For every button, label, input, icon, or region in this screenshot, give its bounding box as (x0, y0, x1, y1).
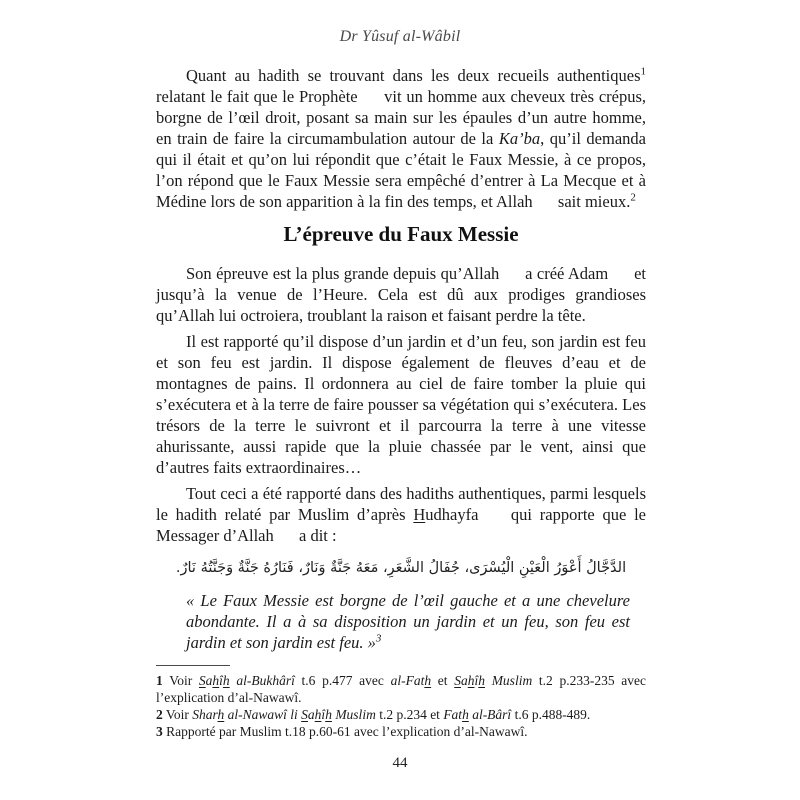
text-run: S (301, 707, 308, 722)
paragraph-jardin-feu (156, 331, 646, 478)
honorific-mark (537, 196, 554, 209)
text-run: h (424, 673, 432, 688)
text-run: 2 (156, 707, 163, 722)
text-run: al-Bârî (468, 707, 512, 722)
text-run: Son épreuve est la plus grande depuis qu’Allah (186, 264, 504, 283)
honorific-mark (362, 91, 379, 104)
footnote-2 (156, 706, 646, 723)
text-run: H (413, 505, 426, 524)
text-run: a dit : (294, 526, 337, 545)
text-run: , qu’il demanda qui il était et qu’on lui répondit que c’était le Faux Messie, à ce propos, l’on répond que le Faux Messie sera empêché d’entrer à La Mecque et à Médine lors de son apparition à la fin des temps, et Allah (156, 129, 646, 211)
text-run: Muslim (331, 707, 376, 722)
text-run: « Le Faux Messie est borgne de l’œil gauche et a une chevelure abondante. Il a à sa disposition un jardin et un feu, son feu est jardin et son jardin est feu. » (186, 591, 630, 652)
text-run: 1 (640, 65, 646, 78)
text-run: a créé Adam (520, 264, 613, 283)
text-run: Fat (443, 707, 463, 722)
text-run: h (478, 673, 485, 688)
text-run: t.6 p.488-489. (511, 707, 591, 722)
text-run: t.6 p.477 avec (294, 673, 391, 688)
footnote-divider (156, 665, 230, 666)
hadith-arabic-text: الدَّجَّالُ أَعْوَرُ الْعَيْنِ الْيُسْرَى، جُفَالُ الشَّعَرِ، مَعَهُ جَنَّةٌ وَنَارٌ، فَنَارُهُ جَنَّةٌ وَجَنَّتُهُ نَارٌ. (175, 560, 627, 576)
footnote-1 (156, 672, 646, 706)
text-run: Rapporté par Muslim t.18 p.60-61 avec l’explication d’al-Nawawî. (162, 724, 528, 739)
text-run: al-Bukhârî (229, 673, 295, 688)
hadith-translation-quote (186, 590, 630, 653)
text-run: S (454, 673, 461, 688)
paragraph-epreuve (156, 263, 646, 326)
paragraph-hadith-intro (156, 483, 646, 546)
text-run: h (325, 707, 332, 722)
text-run: 3 (156, 724, 163, 739)
text-run: al-Fat (390, 673, 425, 688)
text-run: h (212, 673, 220, 688)
section-heading: L’épreuve du Faux Messie (283, 222, 519, 246)
footnotes-section (156, 665, 646, 740)
text-run: h (217, 707, 225, 722)
page-content (156, 60, 646, 740)
text-run: î (219, 673, 223, 688)
text-run: 2 (630, 191, 636, 204)
intro-paragraph (156, 65, 646, 212)
text-run: et (431, 673, 455, 688)
running-header: Dr Yûsuf al-Wâbil (339, 28, 461, 45)
text-run: 1 (156, 673, 163, 688)
text-run: a (460, 673, 468, 688)
text-run: Voir (162, 707, 193, 722)
text-run: al-Nawawî li (224, 707, 302, 722)
text-run: sait mieux. (553, 192, 631, 211)
text-run: a (205, 673, 213, 688)
text-run: h (314, 707, 322, 722)
text-run: Ka’ba (498, 129, 541, 148)
text-run: h (467, 673, 475, 688)
text-run: h (462, 707, 469, 722)
text-run: Muslim (485, 673, 533, 688)
text-run: Tout ceci a été rapporté dans des hadiths authentiques, parmi lesquels le hadith relaté par Muslim d’après (156, 484, 646, 524)
text-run: udhayfa (425, 505, 487, 524)
text-run: 3 (375, 632, 382, 645)
text-run: Quant au hadith se trouvant dans les deux recueils authentiques (186, 66, 641, 85)
honorific-mark (278, 530, 295, 543)
text-run: t.2 p.233-235 avec l’explication d’al-Nawawî. (156, 673, 646, 705)
page-number: 44 (392, 755, 408, 771)
text-run: a (307, 707, 315, 722)
text-run: î (474, 673, 479, 688)
text-run: qui rapporte que le Messager d’Allah (156, 505, 646, 545)
text-run: Voir (162, 673, 199, 688)
text-run: h (222, 673, 230, 688)
text-run: Shar (192, 707, 218, 722)
text-run: Il est rapporté qu’il dispose d’un jardin et d’un feu, son jardin est feu et son feu est jardin. Il dispose également de fleuves d’eau et de montagnes de pains. Il ordonnera au ciel de faire tomber la pluie qui s’exécutera et à la terre de faire pousser sa végétation qui s’exécutera. Les trésors de la terre le suivront et il parcourra la terre à une vitesse ahurissante, aussi rapide que la pluie chassée par le vent, ainsi que d’autres faits extraordinaires… (156, 332, 646, 477)
text-run: vit un homme aux cheveux très crépus, borgne de l’œil droit, posant sa main sur les épaules d’un autre homme, en train de faire la circumambulation autour de la (156, 87, 647, 148)
text-run: et jusqu’à la venue de l’Heure. Cela est dû aux prodiges grandioses qu’Allah lui octroiera, troublant la raison et faisant perdre la tête. (156, 264, 646, 325)
honorific-mark (504, 268, 521, 281)
honorific-mark (486, 509, 503, 522)
footnote-3 (156, 723, 646, 740)
text-run: relatant le fait que le Prophète (156, 87, 363, 106)
text-run: î (321, 707, 326, 722)
text-run: t.2 p.234 et (375, 707, 444, 722)
honorific-mark (613, 268, 630, 281)
text-run: S (198, 673, 206, 688)
